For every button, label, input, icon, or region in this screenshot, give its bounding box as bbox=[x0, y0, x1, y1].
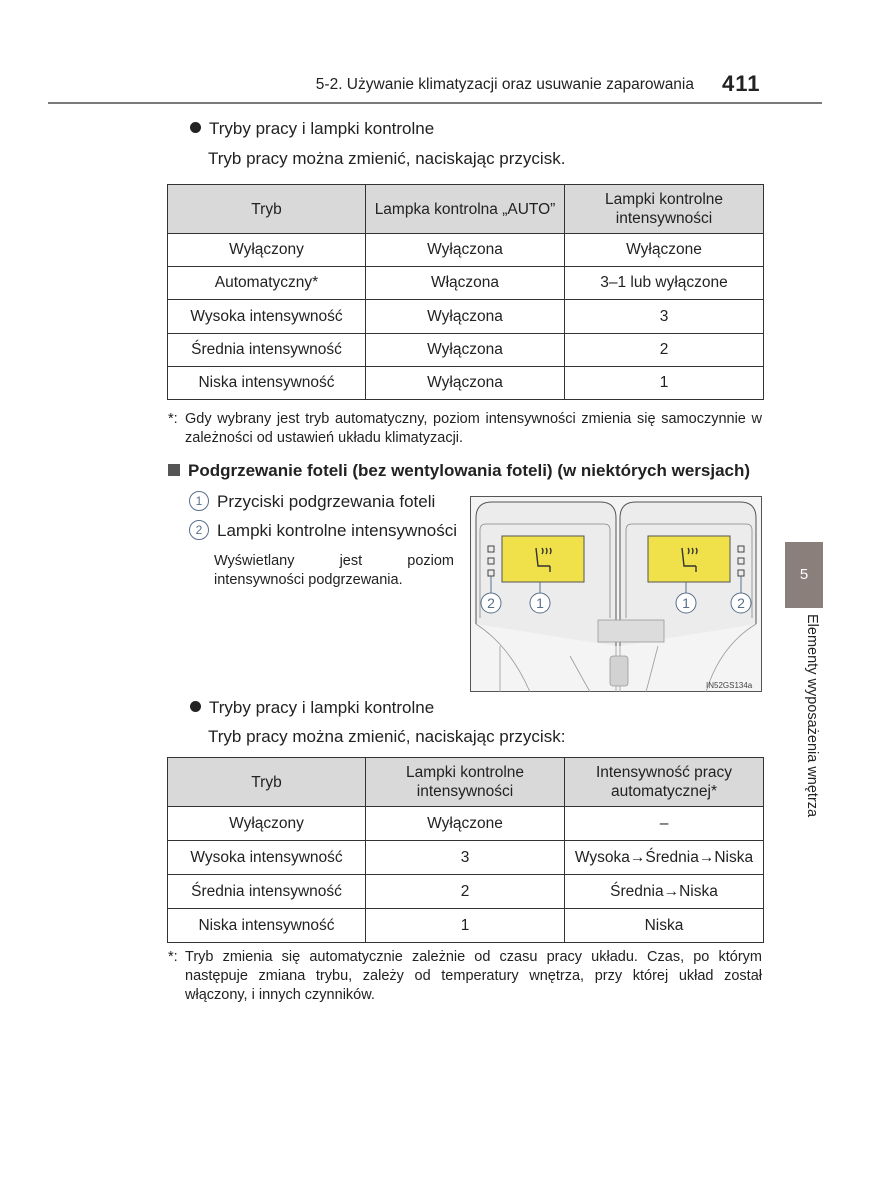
header-rule bbox=[48, 102, 822, 104]
section3-intro: Tryb pracy można zmienić, naciskając przycisk: bbox=[208, 727, 566, 746]
table-cell: Niska intensywność bbox=[168, 909, 366, 943]
table-cell: 3 bbox=[366, 841, 565, 875]
table-cell: – bbox=[565, 807, 764, 841]
table-row bbox=[168, 334, 764, 367]
table-row bbox=[168, 267, 764, 300]
table-header-cell: Lampki kontrolne intensywności bbox=[366, 758, 565, 807]
table-cell: 1 bbox=[565, 367, 764, 400]
page-number: 411 bbox=[722, 71, 761, 96]
table-cell: Średnia→Niska bbox=[565, 875, 764, 909]
modes-table-2 bbox=[167, 757, 764, 943]
legend-item-2 bbox=[189, 520, 457, 541]
table-row bbox=[168, 367, 764, 400]
circled-number-icon: 1 bbox=[189, 491, 209, 511]
table-row bbox=[168, 807, 764, 841]
table-cell: Wyłączone bbox=[565, 234, 764, 267]
table-header-cell: Intensywność pracy automatycznej* bbox=[565, 758, 764, 807]
footnote-text: Gdy wybrany jest tryb automatyczny, poziom intensywności zmienia się samoczynnie w zależności od ustawień układu klimatyzacji. bbox=[185, 411, 762, 446]
bullet-dot-icon bbox=[190, 701, 201, 712]
bullet-modes-2 bbox=[190, 698, 434, 718]
table-cell: Wysoka intensywność bbox=[168, 841, 366, 875]
table-header-cell: Lampka kontrolna „AUTO” bbox=[366, 185, 565, 234]
table-header-cell: Tryb bbox=[168, 758, 366, 807]
callout-number: 2 bbox=[487, 595, 495, 611]
table-cell: Wyłączony bbox=[168, 807, 366, 841]
footnote-mark: *: bbox=[168, 949, 178, 965]
footnote-mark: *: bbox=[168, 411, 178, 427]
table-cell: Niska bbox=[565, 909, 764, 943]
table-header-row bbox=[168, 185, 764, 234]
table-row bbox=[168, 875, 764, 909]
table-cell: 3–1 lub wyłączone bbox=[565, 267, 764, 300]
table-row bbox=[168, 909, 764, 943]
table-cell: 1 bbox=[366, 909, 565, 943]
table-cell: Wyłączony bbox=[168, 234, 366, 267]
table-row bbox=[168, 841, 764, 875]
table-header-cell: Lampki kontrolne intensywności bbox=[565, 185, 764, 234]
legend-item-2-description: Wyświetlany jest poziom intensywności podgrzewania. bbox=[214, 553, 454, 588]
table-cell: Wyłączona bbox=[366, 234, 565, 267]
seat-heater-illustration bbox=[470, 496, 762, 692]
bullet-modes-1 bbox=[190, 119, 434, 139]
legend-item-label: Przyciski podgrzewania foteli bbox=[217, 492, 436, 511]
callout-number: 1 bbox=[682, 595, 690, 611]
table-row bbox=[168, 300, 764, 334]
table-row bbox=[168, 234, 764, 267]
circled-number-icon: 2 bbox=[189, 520, 209, 540]
table-cell: 3 bbox=[565, 300, 764, 334]
chapter-tab: 5 bbox=[785, 542, 823, 608]
table-cell: Niska intensywność bbox=[168, 367, 366, 400]
table-cell: Wyłączona bbox=[366, 334, 565, 367]
section-heading-seat-heating bbox=[168, 461, 768, 481]
table-cell: Wyłączona bbox=[366, 367, 565, 400]
callout-number: 2 bbox=[737, 595, 745, 611]
section-heading-text: Podgrzewanie foteli (bez wentylowania foteli) (w niektórych wersjach) bbox=[188, 461, 751, 480]
seat-heater-button-left bbox=[502, 536, 584, 582]
modes-table-1 bbox=[167, 184, 764, 400]
table-cell: Włączona bbox=[366, 267, 565, 300]
footnote-text: Tryb zmienia się automatycznie zależnie od czasu pracy układu. Czas, po którym następuje zmiana trybu, zależy od temperatury wnętrza, przy której układ został włączony, i innych czynników. bbox=[185, 949, 762, 1003]
table-cell: Wyłączone bbox=[366, 807, 565, 841]
table-header-cell: Tryb bbox=[168, 185, 366, 234]
legend-item-label: Lampki kontrolne intensywności bbox=[217, 521, 458, 540]
section1-intro: Tryb pracy można zmienić, naciskając przycisk. bbox=[208, 149, 566, 168]
running-header-title: 5-2. Używanie klimatyzacji oraz usuwanie zaparowania bbox=[315, 76, 694, 93]
illustration-code: IN52GS134a bbox=[706, 681, 753, 690]
footnote-2 bbox=[168, 948, 762, 1005]
table-cell: Średnia intensywność bbox=[168, 875, 366, 909]
chapter-tab-label: Elementy wyposażenia wnętrza bbox=[804, 614, 820, 818]
table-cell: Wyłączona bbox=[366, 300, 565, 334]
callout-number: 1 bbox=[536, 595, 544, 611]
legend-item-1 bbox=[189, 491, 435, 512]
bullet-modes-2-text: Tryby pracy i lampki kontrolne bbox=[209, 698, 435, 717]
table-cell: Automatyczny* bbox=[168, 267, 366, 300]
table-header-row bbox=[168, 758, 764, 807]
seat-heater-button-right bbox=[648, 536, 730, 582]
table-cell: Wysoka→Średnia→Niska bbox=[565, 841, 764, 875]
footnote-1 bbox=[168, 410, 762, 448]
table-cell: Wysoka intensywność bbox=[168, 300, 366, 334]
bullet-dot-icon bbox=[190, 122, 201, 133]
table-cell: Średnia intensywność bbox=[168, 334, 366, 367]
table-cell: 2 bbox=[565, 334, 764, 367]
bullet-modes-1-text: Tryby pracy i lampki kontrolne bbox=[209, 119, 435, 138]
square-bullet-icon bbox=[168, 464, 180, 476]
table-cell: 2 bbox=[366, 875, 565, 909]
